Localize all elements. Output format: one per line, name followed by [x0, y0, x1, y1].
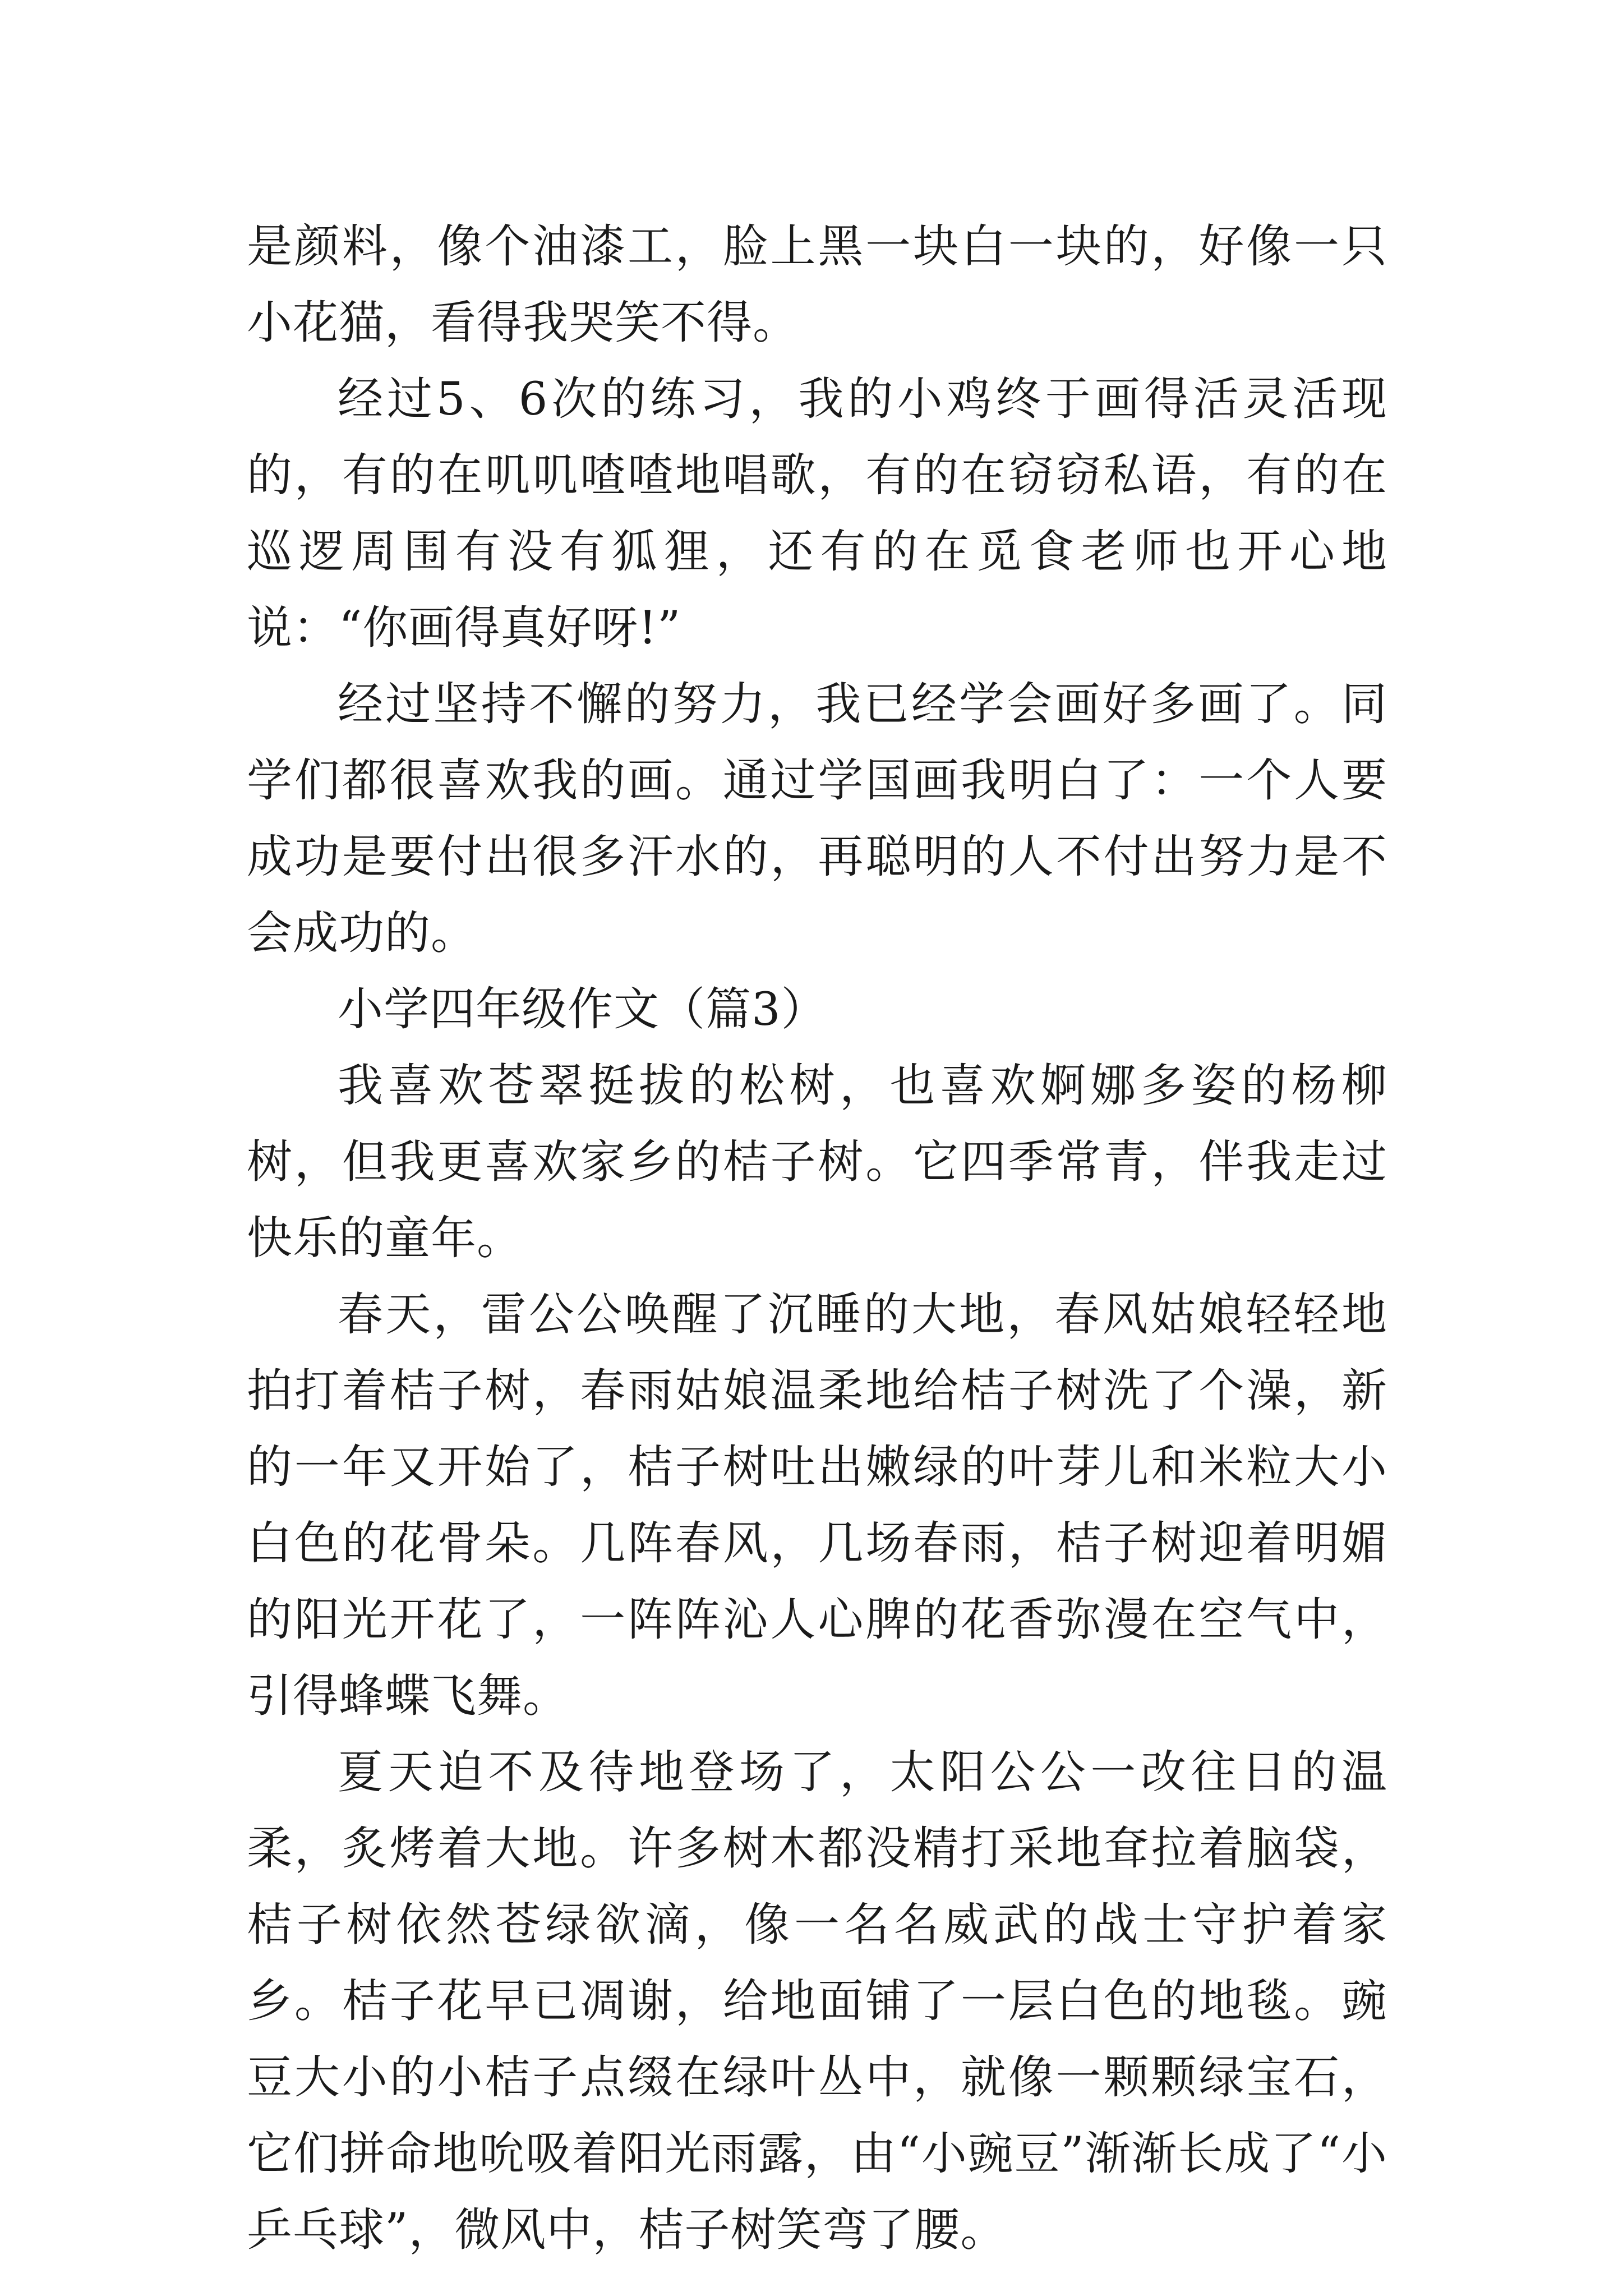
paragraph-orange-tree-intro: 我喜欢苍翠挺拔的松树，也喜欢婀娜多姿的杨柳树，但我更喜欢家乡的桔子树。它四季常青，伴我走过快乐的童年。 — [247, 1060, 1387, 1265]
paragraph-continuation: 是颜料，像个油漆工，脸上黑一块白一块的，好像一只小花猫，看得我哭笑不得。 — [247, 220, 1387, 349]
paragraph-persistence: 经过坚持不懈的努力，我已经学会画好多画了。同学们都很喜欢我的画。通过学国画我明白了：一个人要成功是要付出很多汗水的，再聪明的人不付出努力是不会成功的。 — [247, 678, 1387, 960]
paragraph-chick-practice: 经过5、6次的练习，我的小鸡终于画得活灵活现的，有的在叽叽喳喳地唱歌，有的在窃窃私语，有的在巡逻周围有没有狐狸，还有的在觅食老师也开心地说：“你画得真好呀!” — [247, 373, 1387, 655]
section-heading: 小学四年级作文（篇3） — [338, 983, 827, 1036]
document-body — [247, 209, 1387, 2269]
paragraph-summer: 夏天迫不及待地登场了，太阳公公一改往日的温柔，炙烤着大地。许多树木都没精打采地耷拉着脑袋，桔子树依然苍绿欲滴，像一名名威武的战士守护着家乡。桔子花早已凋谢，给地面铺了一层白色的地毯。豌豆大小的小桔子点缀在绿叶丛中，就像一颗颗绿宝石，它们拼命地吮吸着阳光雨露，由“小豌豆”渐渐长成了“小乒乓球”，微风中，桔子树笑弯了腰。 — [247, 1746, 1387, 2257]
paragraph-spring: 春天，雷公公唤醒了沉睡的大地，春风姑娘轻轻地拍打着桔子树，春雨姑娘温柔地给桔子树洗了个澡，新的一年又开始了，桔子树吐出嫩绿的叶芽儿和米粒大小白色的花骨朵。几阵春风，几场春雨，桔子树迎着明媚的阳光开花了，一阵阵沁人心脾的花香弥漫在空气中，引得蜂蝶飞舞。 — [247, 1289, 1387, 1723]
